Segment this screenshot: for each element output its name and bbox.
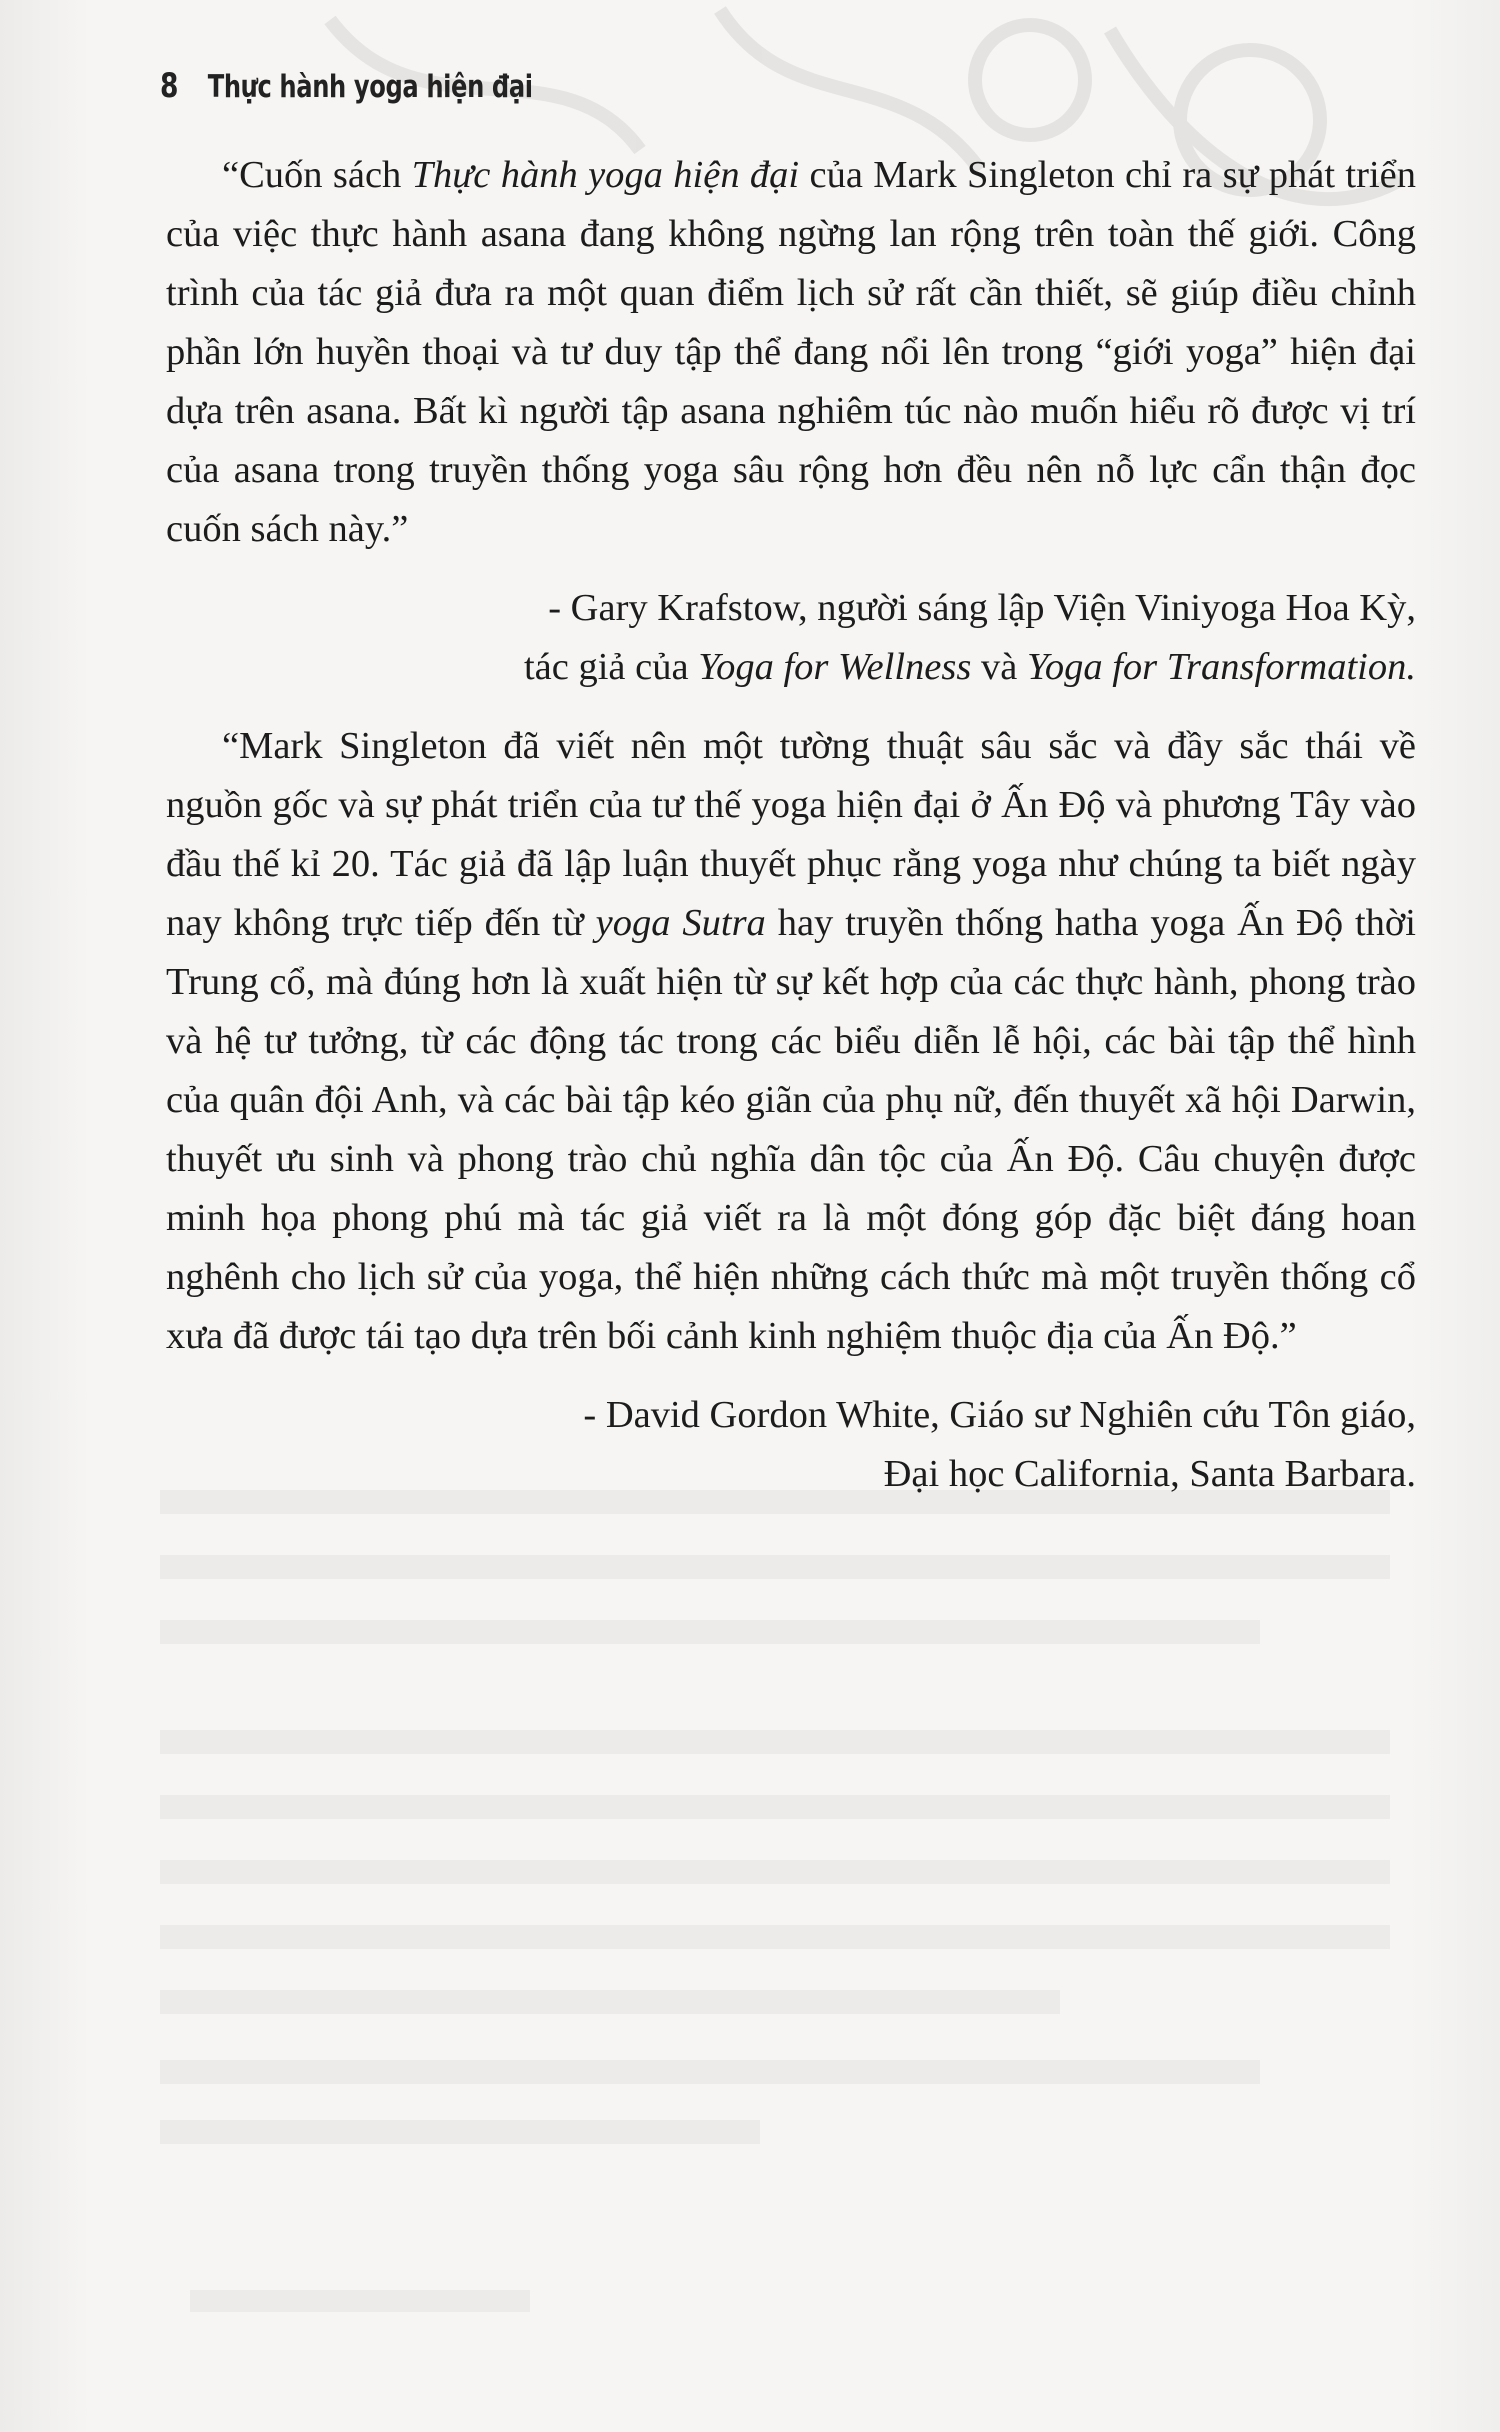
running-head	[160, 66, 533, 106]
book-title-italic: yoga Sutra	[595, 902, 766, 944]
endorsement-quote-2	[166, 717, 1416, 1366]
attribution-line	[166, 638, 1416, 697]
endorsement-attribution-1	[166, 579, 1416, 697]
quote-text: của Mark Singleton chỉ ra sự phát triển của việc thực hành asana đang không ngừng lan rộng trên toàn thế giới. Công trình của tác giả đưa ra một quan điểm lịch sử rất cần thiết, sẽ giúp điều chỉnh phần lớn huyền thoại và tư duy tập thể đang nổi lên trong “giới yoga” hiện đại dựa trên asana. Bất kì người tập asana nghiêm túc nào muốn hiểu rõ được vị trí của asana trong truyền thống yoga sâu rộng hơn đều nên nỗ lực cẩn thận đọc cuốn sách này.”	[166, 154, 1416, 550]
book-title-italic: Thực hành yoga hiện đại	[411, 154, 800, 196]
page-number: 8	[160, 66, 179, 106]
quote-text: hay truyền thống hatha yoga Ấn Độ thời Trung cổ, mà đúng hơn là xuất hiện từ sự kết hợp của các thực hành, phong trào và hệ tư tưởng, từ các động tác trong các biểu diễn lễ hội, các bài tập thể hình của quân đội Anh, và các bài tập kéo giãn của phụ nữ, đến thuyết xã hội Darwin, thuyết ưu sinh và phong trào chủ nghĩa dân tộc của Ấn Độ. Câu chuyện được minh họa phong phú mà tác giả viết ra là một đóng góp đặc biệt đáng hoan nghênh cho lịch sử của yoga, thể hiện những cách thức mà một truyền thống cổ xưa đã được tái tạo dựa trên bối cảnh kinh nghiệm thuộc địa của Ấn Độ.”	[166, 902, 1416, 1357]
attribution-line: - David Gordon White, Giáo sư Nghiên cứu Tôn giáo,	[583, 1394, 1416, 1436]
paragraph-gap	[166, 697, 1416, 717]
attribution-text: tác giả của	[523, 646, 699, 688]
attribution-line: - Gary Krafstow, người sáng lập Viện Viniyoga Hoa Kỳ,	[548, 587, 1416, 629]
endorsement-attribution-2	[166, 1386, 1416, 1504]
attribution-text: và	[971, 646, 1027, 688]
quote-text: “Mark Singleton đã viết nên một tường thuật sâu sắc và đầy sắc thái về nguồn gốc và sự phát triển của tư thế yoga hiện đại ở Ấn Độ và phương Tây vào đầu thế kỉ 20. Tác giả đã lập luận thuyết phục rằng yoga như chúng ta biết ngày nay không trực tiếp đến từ	[166, 725, 1416, 944]
endorsement-quote-1	[166, 146, 1416, 559]
running-head-title: Thực hành yoga hiện đại	[207, 69, 533, 105]
attribution-line: Đại học California, Santa Barbara.	[883, 1453, 1416, 1495]
quote-text: “Cuốn sách	[222, 154, 412, 196]
book-title-italic: Yoga for Transformation.	[1026, 646, 1416, 688]
book-title-italic: Yoga for Wellness	[698, 646, 972, 688]
page-content	[166, 146, 1416, 1504]
